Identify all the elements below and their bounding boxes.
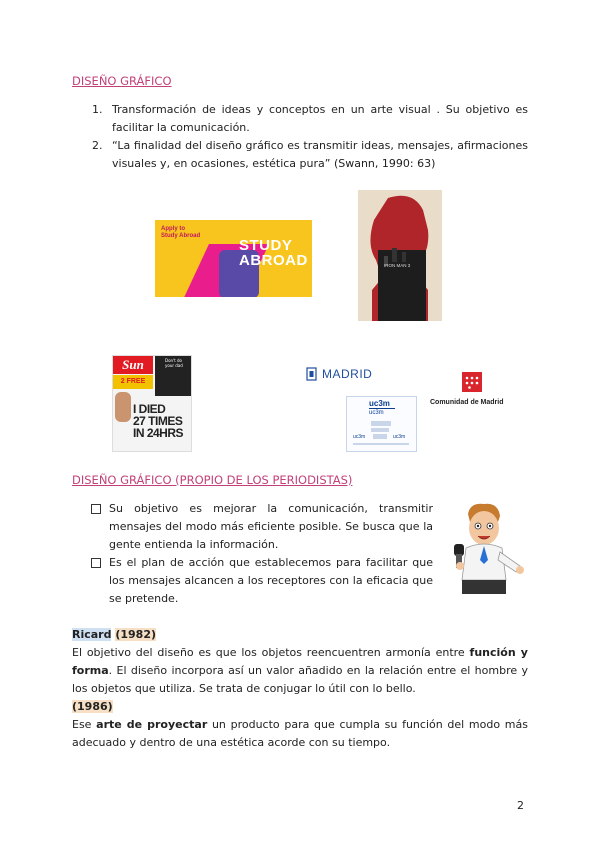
checklist <box>91 500 433 608</box>
paragraph: Ese arte de proyectar un producto para que cumpla su función del modo más adecuado y dentro de una estética acorde con su tiempo. <box>72 718 528 749</box>
list-item: 2. “La finalidad del diseño gráfico es transmitir ideas, mensajes, afirmaciones visuales y, en ocasiones, estética pura” (Swann, 1990: 63) <box>92 139 528 170</box>
comunidad-de-madrid-logo: Comunidad de Madrid <box>430 372 540 412</box>
madrid-crest-icon <box>306 367 317 381</box>
list-item: Es el plan de acción que establecemos para facilitar que los mensajes alcancen a los receptores con la eficacia que se pretende. <box>91 554 433 608</box>
sun-newspaper-image: Sun Don't do your dad 2 FREE I DIED 27 TIMES IN 24HRS <box>112 355 192 452</box>
uc3m-image: uc3m uc3m uc3m uc3m <box>346 396 417 452</box>
reporter-cartoon-image <box>440 500 530 595</box>
list-item: 1. Transformación de ideas y conceptos en un arte visual . Su objetivo es facilitar la comunicación. <box>92 103 528 134</box>
list-item: Su objetivo es mejorar la comunicación, transmitir mensajes del modo más eficiente posible. Se busca que la gente entienda la información. <box>91 500 433 554</box>
study-abroad-image: Apply to Study Abroad STUDY ABROAD <box>155 220 312 297</box>
stars-icon <box>462 372 482 392</box>
page-number: 2 <box>517 799 524 812</box>
definition-list <box>92 101 528 173</box>
section-heading-periodistas: DISEÑO GRÁFICO (PROPIO DE LOS PERIODISTAS) <box>72 473 353 487</box>
section-heading-diseno-grafico: DISEÑO GRÁFICO <box>72 74 172 88</box>
year-label: (1986) <box>72 700 113 713</box>
paragraph: El objetivo del diseño es que los objetos reencuentren armonía entre función y forma. El diseño incorpora así un valor añadido en la relación entre el hombre y los objetos que utiliza. Se trata de conjugar lo útil con lo bello. <box>72 646 528 695</box>
checkbox-icon <box>91 504 101 514</box>
ricard-paragraph-block <box>72 626 528 752</box>
checkbox-icon <box>91 558 101 568</box>
author-name: Ricard <box>72 628 112 641</box>
year-label: (1982) <box>115 628 156 641</box>
ironman-poster-image: IRON MAN 3 <box>358 190 442 321</box>
madrid-logo: MADRID <box>306 366 372 382</box>
